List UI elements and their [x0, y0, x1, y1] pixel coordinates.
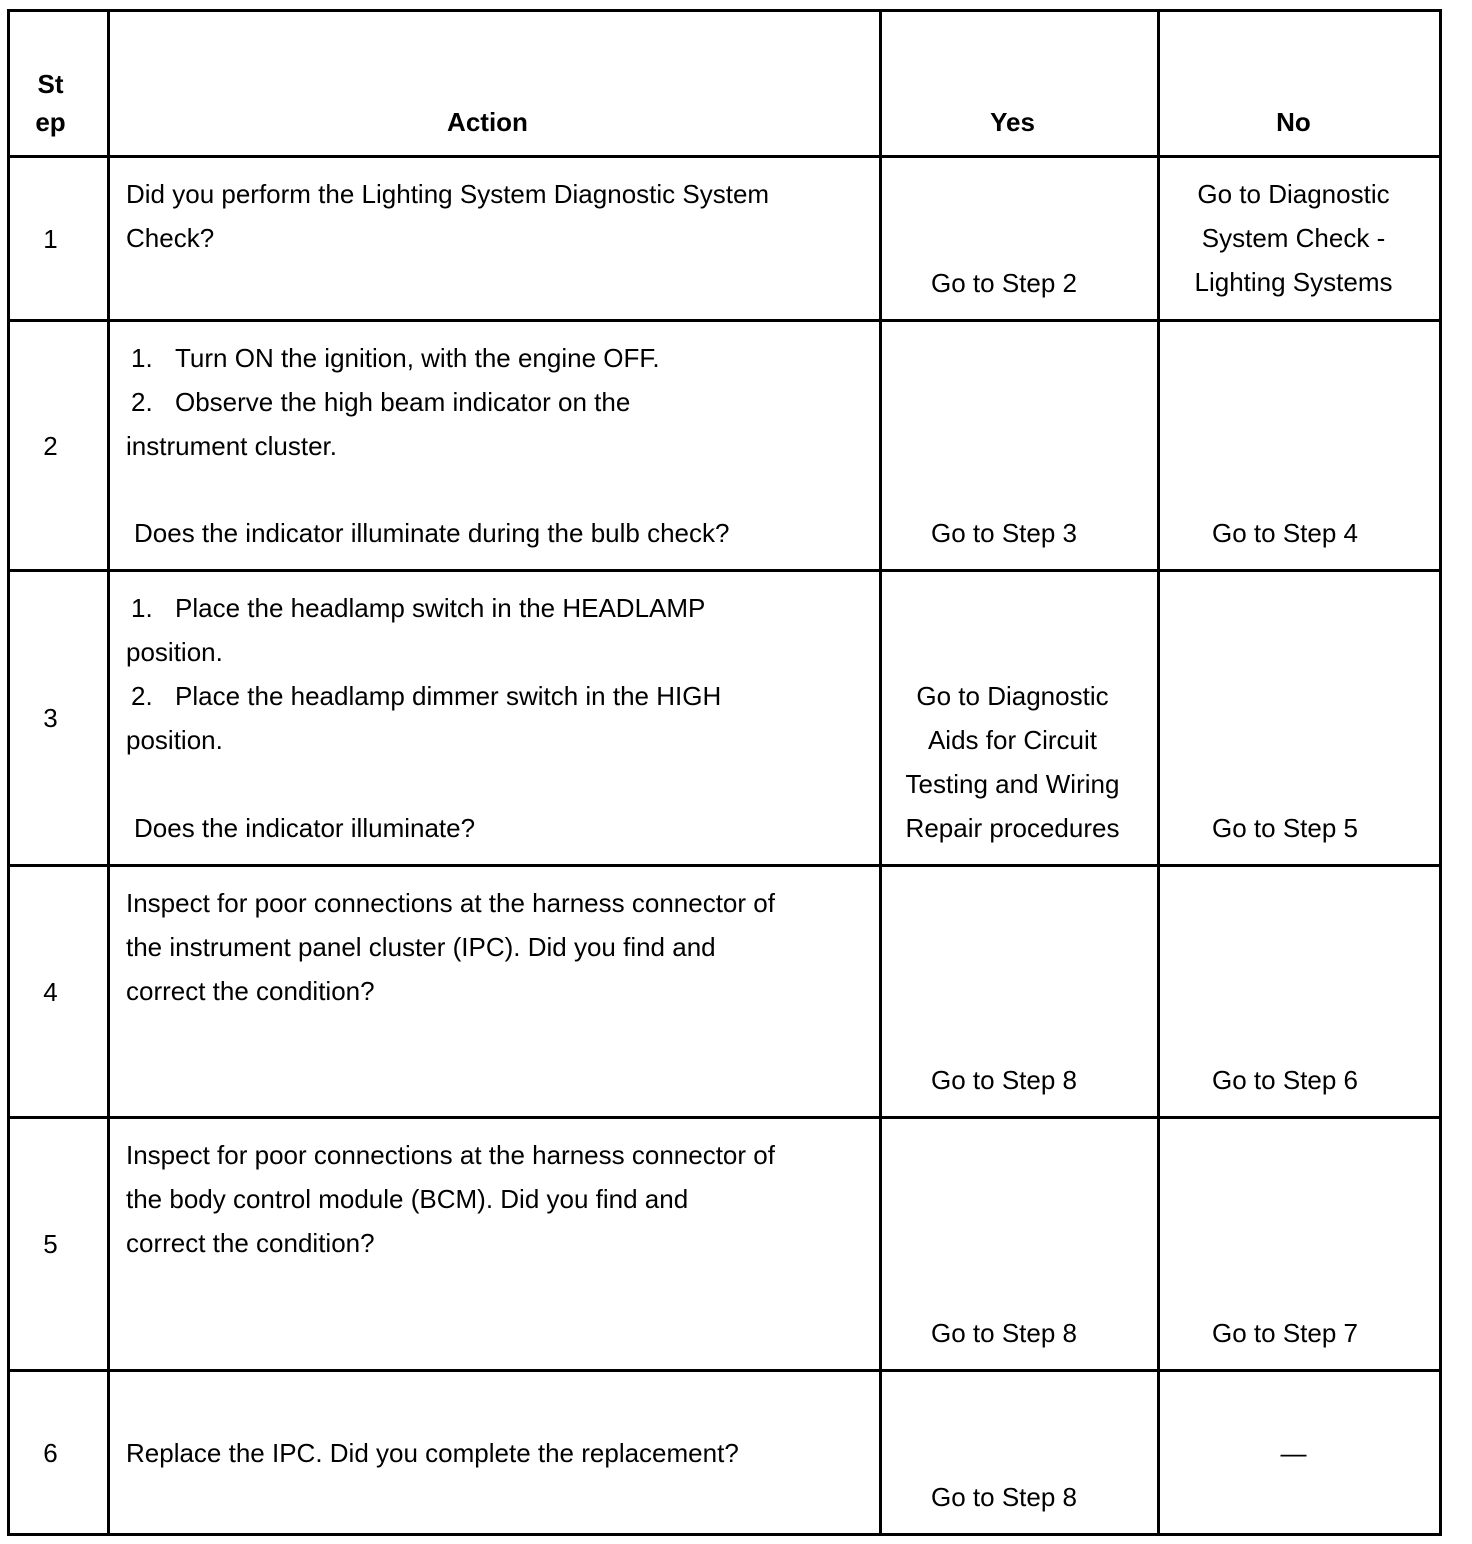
yes-result: Go to Diagnostic	[916, 681, 1109, 711]
action-line: Inspect for poor connections at the harness connector of	[126, 888, 775, 918]
step-cell	[10, 1119, 110, 1372]
action-line-text: Observe the high beam indicator on the	[175, 387, 631, 417]
header-no-label: No	[1276, 107, 1311, 137]
yes-result: Repair procedures	[905, 813, 1120, 843]
step-cell	[10, 867, 110, 1119]
action-instructions	[126, 586, 869, 762]
no-cell	[1160, 867, 1442, 1119]
step-cell	[10, 158, 110, 322]
yes-result: Go to Step 8	[931, 1318, 1077, 1348]
action-line: Replace the IPC. Did you complete the replacement?	[126, 1437, 739, 1468]
yes-cell	[882, 322, 1160, 572]
diagnostic-table	[7, 9, 1442, 1536]
action-line	[126, 380, 869, 424]
yes-cell	[882, 867, 1160, 1119]
yes-result: Aids for Circuit	[927, 725, 1098, 755]
action-cell	[110, 1372, 882, 1536]
action-line-text: Place the headlamp switch in the HEADLAMP	[175, 593, 706, 623]
no-cell	[1160, 572, 1442, 867]
header-action	[110, 12, 882, 158]
yes-cell	[882, 1372, 1160, 1536]
step-cell	[10, 572, 110, 867]
no-result: Go to Step 4	[1212, 518, 1358, 548]
action-line: the body control module (BCM). Did you find and	[126, 1184, 689, 1214]
action-cell	[110, 867, 882, 1119]
yes-result: Go to Step 3	[931, 518, 1077, 548]
action-line: correct the condition?	[126, 976, 375, 1006]
action-instructions	[126, 336, 869, 468]
header-step-label: St	[37, 69, 64, 99]
step-number: 6	[43, 1437, 58, 1468]
no-cell	[1160, 1119, 1442, 1372]
list-number: 1.	[131, 593, 153, 623]
yes-result: Go to Step 8	[931, 1065, 1077, 1095]
yes-cell	[882, 1119, 1160, 1372]
step-number: 3	[43, 703, 58, 733]
no-result: —	[1280, 1437, 1307, 1468]
action-line-text: Turn ON the ignition, with the engine OFF.	[175, 343, 660, 373]
header-yes	[882, 12, 1160, 158]
no-result: Go to Step 6	[1212, 1065, 1358, 1095]
action-cell	[110, 158, 882, 322]
header-action-label: Action	[447, 107, 528, 137]
action-line-text: Place the headlamp dimmer switch in the HIGH	[175, 681, 722, 711]
list-number: 2.	[131, 681, 153, 711]
action-line: the instrument panel cluster (IPC). Did you find and	[126, 932, 716, 962]
header-yes-label: Yes	[990, 107, 1035, 137]
yes-result: Testing and Wiring	[905, 769, 1120, 799]
action-cell	[110, 572, 882, 867]
yes-cell	[882, 572, 1160, 867]
action-question: Does the indicator illuminate?	[134, 813, 476, 843]
action-line	[126, 586, 869, 630]
action-cell	[110, 1119, 882, 1372]
header-step-label: ep	[35, 107, 66, 137]
list-number: 1.	[131, 343, 153, 373]
action-line: Did you perform the Lighting System Diagnostic System	[126, 179, 770, 209]
yes-result: Go to Step 2	[931, 268, 1077, 298]
action-line: instrument cluster.	[126, 431, 337, 461]
header-step	[10, 12, 110, 158]
no-result: Go to Diagnostic	[1197, 179, 1390, 209]
yes-cell	[882, 158, 1160, 322]
step-number: 4	[43, 976, 58, 1007]
no-cell	[1160, 1372, 1442, 1536]
action-line	[126, 336, 869, 380]
action-question: Does the indicator illuminate during the bulb check?	[134, 518, 730, 548]
no-result: Lighting Systems	[1194, 267, 1393, 297]
step-number: 5	[43, 1229, 58, 1259]
action-line	[126, 674, 869, 718]
no-cell	[1160, 322, 1442, 572]
list-number: 2.	[131, 387, 153, 417]
action-line: Check?	[126, 223, 215, 253]
action-line: position.	[126, 725, 223, 755]
step-number: 1	[43, 223, 58, 254]
action-line: Inspect for poor connections at the harness connector of	[126, 1140, 775, 1170]
step-cell	[10, 1372, 110, 1536]
action-cell	[110, 322, 882, 572]
no-result: Go to Step 7	[1212, 1318, 1358, 1348]
no-cell	[1160, 158, 1442, 322]
action-line: position.	[126, 637, 223, 667]
header-no	[1160, 12, 1442, 158]
action-line: correct the condition?	[126, 1228, 375, 1258]
yes-result: Go to Step 8	[931, 1482, 1077, 1512]
no-result: Go to Step 5	[1212, 813, 1358, 843]
no-result: System Check -	[1201, 223, 1386, 253]
step-number: 2	[43, 430, 58, 461]
step-cell	[10, 322, 110, 572]
